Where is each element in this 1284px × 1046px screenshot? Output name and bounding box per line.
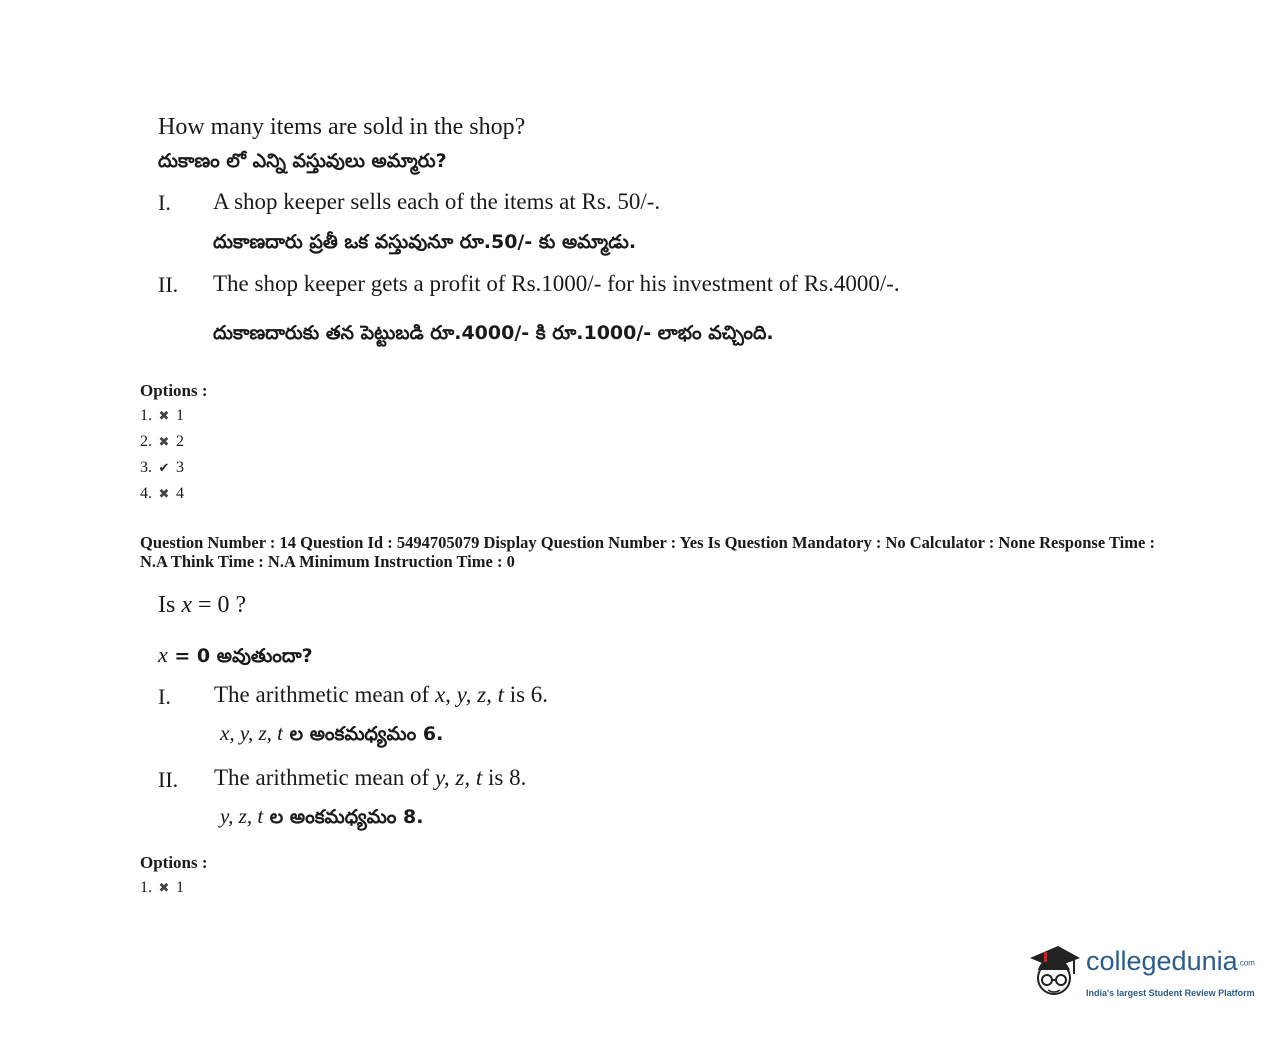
q13-option-1: 1. ✖ 1	[140, 407, 184, 424]
q13-question-te: దుకాణం లో ఎన్ని వస్తువులు అమ్మారు?	[158, 150, 447, 172]
cross-icon: ✖	[158, 880, 170, 895]
q14-meta: Question Number : 14 Question Id : 5494705079 Display Question Number : Yes Is Question Mandatory : No Calculator : None Response Time : N.A Think Time : N.A Minimum Instruction Time : 0	[140, 533, 1155, 571]
collegedunia-logo	[1024, 940, 1264, 1010]
q13-option-2: 2. ✖ 2	[140, 433, 184, 450]
cross-icon: ✖	[158, 434, 170, 449]
q13-statement-2-num: II.	[158, 272, 179, 297]
q14-statement-1-te: x, y, z, t ల అంకమధ్యమం 6.	[220, 721, 444, 745]
logo-wordmark: collegedunia.com	[1086, 946, 1255, 976]
q13-statement-1-num: I.	[158, 190, 171, 215]
q14-statement-1-en: The arithmetic mean of x, y, z, t is 6.	[214, 682, 549, 707]
q14-statement-2-en: The arithmetic mean of y, z, t is 8.	[214, 765, 527, 790]
q14-statement-2-te: y, z, t ల అంకమధ్యమం 8.	[220, 804, 424, 828]
q13-statement-2-en: The shop keeper gets a profit of Rs.1000/- for his investment of Rs.4000/-.	[213, 271, 900, 296]
logo-tagline: India's largest Student Review Platform	[1086, 988, 1255, 998]
q13-option-4: 4. ✖ 4	[140, 485, 184, 502]
q14-statement-2-num: II.	[158, 767, 179, 792]
q13-question-en: How many items are sold in the shop?	[158, 114, 526, 140]
check-icon: ✔	[158, 460, 170, 475]
cross-icon: ✖	[158, 486, 170, 501]
q13-statement-1-te: దుకాణదారు ప్రతీ ఒక వస్తువునూ రూ.50/- కు అమ్మాడు.	[213, 231, 637, 253]
q14-option-1: 1. ✖ 1	[140, 879, 184, 896]
q14-statement-1-num: I.	[158, 684, 171, 709]
q13-statement-2-te: దుకాణదారుకు తన పెట్టుబడి రూ.4000/- కి రూ.1000/- లాభం వచ్చింది.	[213, 322, 774, 344]
q14-question-en: Is x = 0 ?	[158, 592, 247, 618]
q14-question-te: x = 0 అవుతుందా?	[158, 642, 313, 667]
q13-options-label: Options :	[140, 381, 208, 400]
q14-options-label: Options :	[140, 853, 208, 872]
mascot-icon	[1024, 940, 1082, 1002]
q13-option-3: 3. ✔ 3	[140, 459, 184, 476]
cross-icon: ✖	[158, 408, 170, 423]
q13-statement-1-en: A shop keeper sells each of the items at Rs. 50/-.	[213, 189, 661, 214]
